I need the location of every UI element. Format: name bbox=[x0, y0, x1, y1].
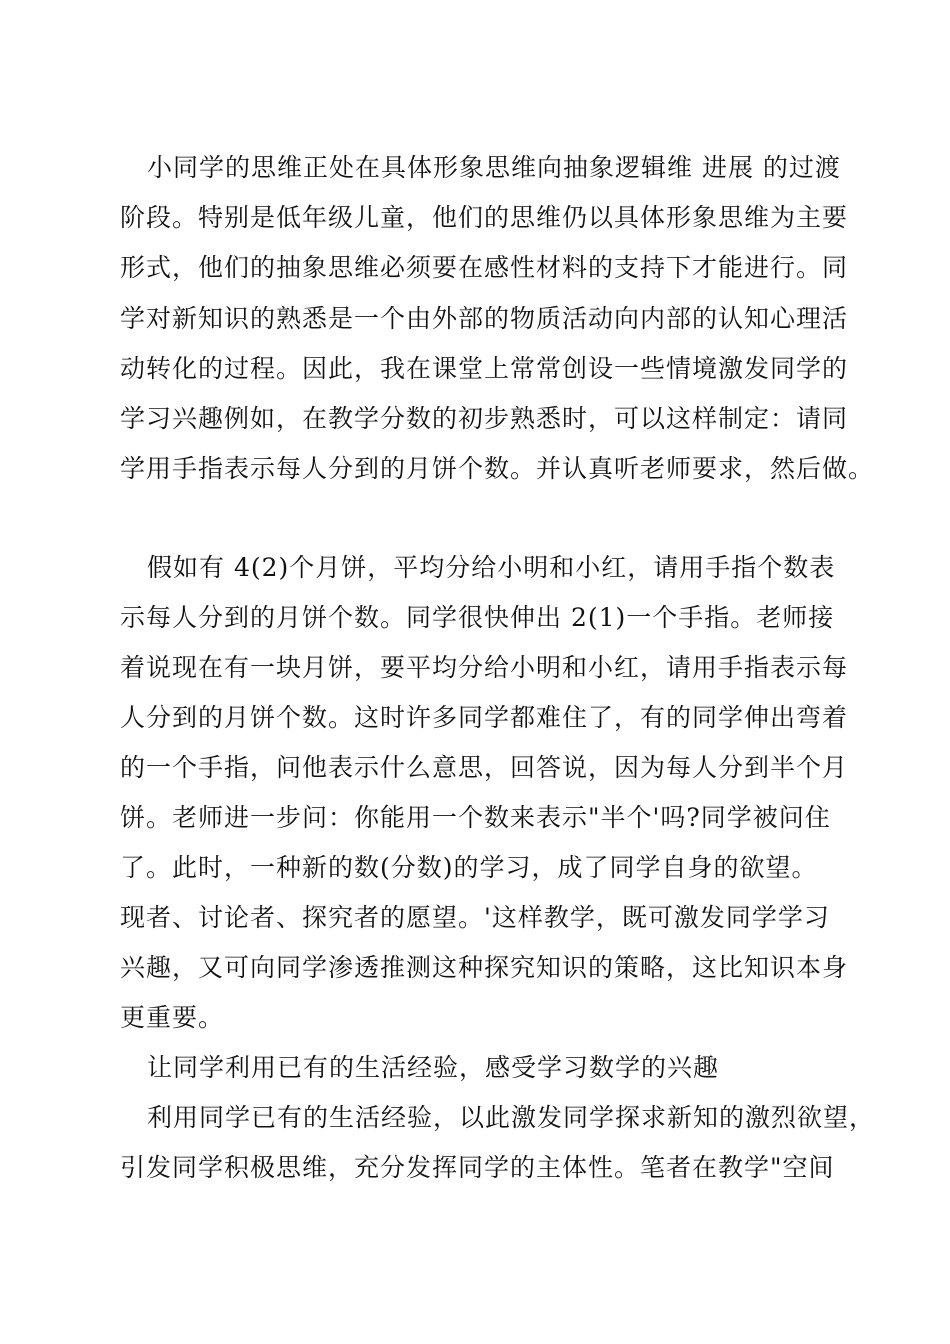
paragraph-2-line-10: 更重要。 bbox=[120, 1003, 225, 1032]
paragraph-4-line-2: 引发同学积极思维，充分发挥同学的主体性。笔者在教学"空间 bbox=[120, 1153, 835, 1182]
paragraph-2-line-3: 着说现在有一块月饼，要平均分给小明和小红，请用手指表示每 bbox=[120, 653, 849, 682]
paragraph-2-line-7: 了。此时，一种新的数(分数)的学习，成了同学自身的欲望。 bbox=[120, 853, 818, 882]
paragraph-1-line-7: 学用手指表示每人分到的月饼个数。并认真听老师要求，然后做。 bbox=[120, 454, 875, 483]
paragraph-2-line-5: 的一个手指，问他表示什么意思，回答说，因为每人分到半个月 bbox=[120, 753, 849, 782]
paragraph-2-line-1: 假如有 4(2)个月饼，平均分给小明和小红，请用手指个数表 bbox=[147, 553, 836, 582]
paragraph-4-line-1: 利用同学已有的生活经验，以此激发同学探求新知的激烈欲望， bbox=[147, 1103, 876, 1132]
paragraph-1-line-3: 形式，他们的抽象思维必须要在感性材料的支持下才能进行。同 bbox=[120, 253, 849, 282]
paragraph-1-line-1: 小同学的思维正处在具体形象思维向抽象逻辑维 进展 的过渡 bbox=[147, 153, 841, 182]
paragraph-2-line-9: 兴趣，又可向同学渗透推测这种探究知识的策略，这比知识本身 bbox=[120, 953, 849, 982]
paragraph-1-line-4: 学对新知识的熟悉是一个由外部的物质活动向内部的认知心理活 bbox=[120, 304, 849, 333]
paragraph-2-line-2: 示每人分到的月饼个数。同学很快伸出 2(1)一个手指。老师接 bbox=[120, 603, 835, 632]
paragraph-1-line-2: 阶段。特别是低年级儿童，他们的思维仍以具体形象思维为主要 bbox=[120, 203, 849, 232]
paragraph-1-line-6: 学习兴趣例如，在教学分数的初步熟悉时，可以这样制定：请同 bbox=[120, 404, 849, 433]
paragraph-2-line-6: 饼。老师进一步问：你能用一个数来表示"半个'吗?同学被问住 bbox=[120, 803, 831, 832]
paragraph-1-line-5: 动转化的过程。因此，我在课堂上常常创设一些情境激发同学的 bbox=[120, 354, 849, 383]
paragraph-2-line-8: 现者、讨论者、探究者的愿望。'这样教学，既可激发同学学习 bbox=[120, 903, 830, 932]
paragraph-2-line-4: 人分到的月饼个数。这时许多同学都难住了，有的同学伸出弯着 bbox=[120, 703, 849, 732]
section-heading-line: 让同学利用已有的生活经验，感受学习数学的兴趣 bbox=[147, 1053, 720, 1082]
